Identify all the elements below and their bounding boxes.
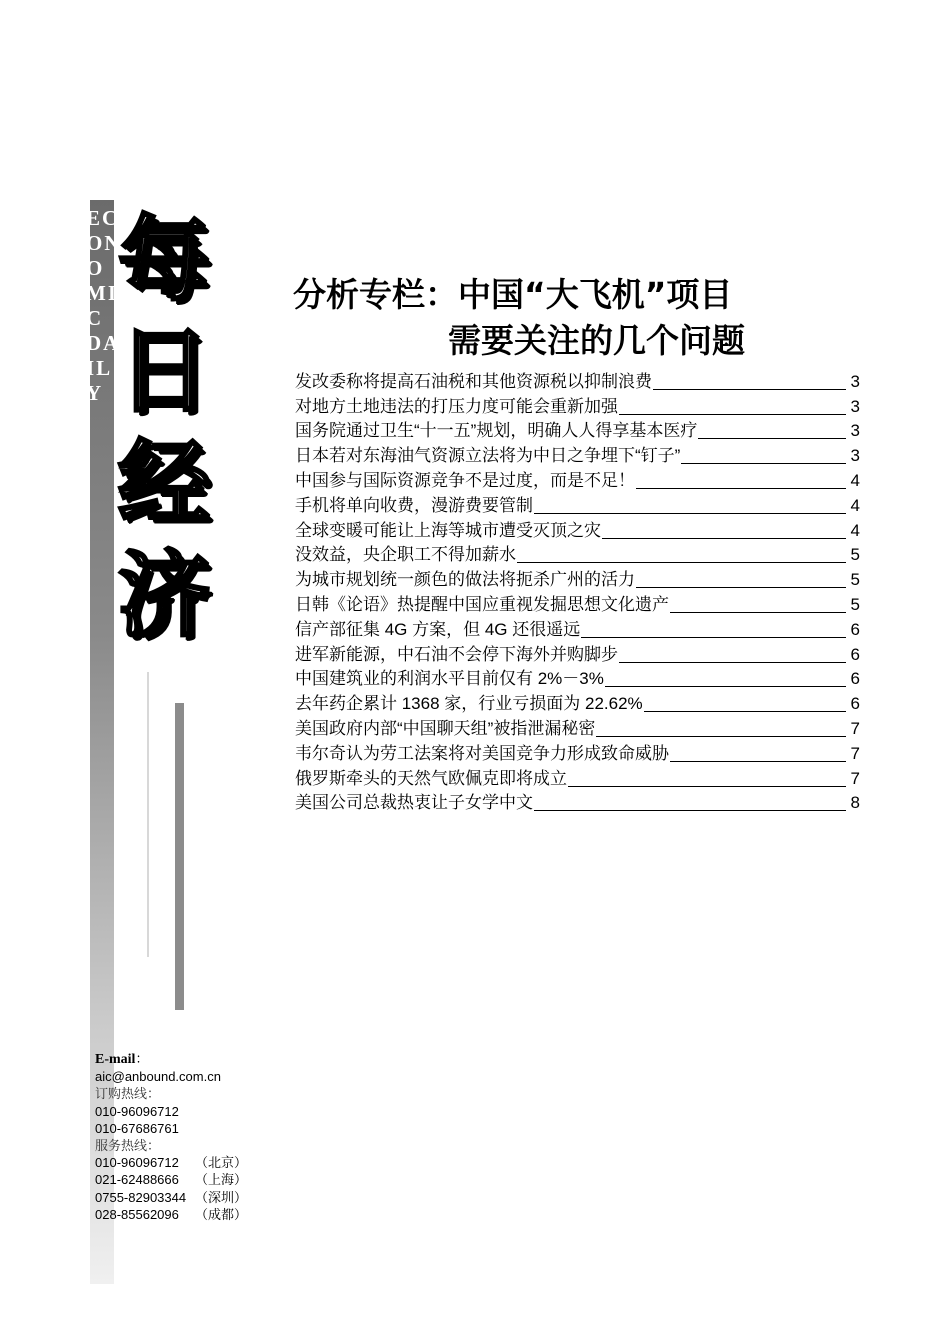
vertical-letter: ON bbox=[86, 231, 122, 255]
toc-title: 没效益，央企职工不得加薪水 bbox=[295, 545, 516, 565]
toc-title: 韦尔奇认为劳工法案将对美国竞争力形成致命威胁 bbox=[295, 743, 669, 763]
vertical-letter: DA bbox=[86, 331, 121, 355]
vertical-letter: IL bbox=[86, 356, 113, 380]
toc-entry[interactable] bbox=[295, 765, 860, 790]
order-phone: 010-67686761 bbox=[95, 1120, 179, 1136]
toc-leader-line bbox=[670, 760, 846, 762]
toc-leader-line bbox=[596, 735, 846, 737]
toc-entry[interactable] bbox=[295, 641, 860, 666]
toc-entry[interactable] bbox=[295, 418, 860, 443]
email-label: E-mail bbox=[95, 1052, 136, 1067]
toc-leader-line bbox=[636, 586, 846, 588]
toc-leader-line bbox=[619, 661, 846, 663]
toc-title: 手机将单向收费，漫游费要管制 bbox=[295, 495, 533, 515]
toc-entry[interactable] bbox=[295, 393, 860, 418]
toc-page-number: 3 bbox=[850, 421, 860, 441]
toc-leader-line bbox=[636, 487, 846, 489]
toc-page-number: 6 bbox=[850, 644, 860, 664]
toc-entry[interactable] bbox=[295, 591, 860, 616]
toc-title: 中国建筑业的利润水平目前仅有 2%－3% bbox=[295, 669, 604, 689]
toc-entry[interactable] bbox=[295, 666, 860, 691]
service-phone-row bbox=[95, 1171, 247, 1188]
toc-entry[interactable] bbox=[295, 542, 860, 567]
vertical-letter: Y bbox=[86, 381, 104, 405]
vertical-letter: MI bbox=[86, 281, 118, 305]
toc-page-number: 4 bbox=[850, 470, 860, 490]
toc-entry[interactable] bbox=[295, 616, 860, 641]
toc-leader-line bbox=[670, 611, 846, 613]
decorative-thin-line bbox=[147, 672, 149, 957]
toc-entry[interactable] bbox=[295, 715, 860, 740]
toc-page-number: 7 bbox=[850, 743, 860, 763]
headline-line-2: 需要关注的几个问题 bbox=[448, 321, 745, 360]
service-hotline-label: 服务热线： bbox=[95, 1138, 161, 1154]
toc-title: 中国参与国际资源竞争不是过度，而是不足！ bbox=[295, 470, 635, 490]
service-city: （上海） bbox=[195, 1172, 248, 1188]
service-phone-row bbox=[95, 1154, 247, 1171]
service-city: （北京） bbox=[195, 1155, 248, 1171]
toc-title: 全球变暖可能让上海等城市遭受灭顶之灾 bbox=[295, 520, 601, 540]
toc-title: 美国公司总裁热衷让子女学中文 bbox=[295, 793, 533, 813]
toc-leader-line bbox=[534, 512, 846, 514]
toc-entry[interactable] bbox=[295, 492, 860, 517]
toc-title: 日本若对东海油气资源立法将为中日之争埋下“钉子” bbox=[295, 446, 681, 466]
toc-leader-line bbox=[619, 413, 846, 415]
toc-page-number: 4 bbox=[850, 520, 860, 540]
vertical-letter: EC bbox=[86, 206, 120, 230]
toc-leader-line bbox=[581, 636, 846, 638]
toc-leader-line bbox=[605, 685, 846, 687]
toc-title: 去年药企累计 1368 家，行业亏损面为 22.62% bbox=[295, 694, 643, 714]
toc-title: 为城市规划统一颜色的做法将扼杀广州的活力 bbox=[295, 570, 635, 590]
service-phone: 028-85562096 bbox=[95, 1206, 179, 1222]
order-hotline-label: 订购热线： bbox=[95, 1086, 161, 1102]
email-colon: ： bbox=[135, 1051, 149, 1066]
toc-page-number: 3 bbox=[850, 446, 860, 466]
feature-headline bbox=[293, 272, 853, 364]
toc-title: 进军新能源，中石油不会停下海外并购脚步 bbox=[295, 644, 618, 664]
service-phone: 021-62488666 bbox=[95, 1172, 179, 1188]
toc-leader-line bbox=[681, 462, 846, 464]
toc-page-number: 6 bbox=[850, 694, 860, 714]
toc-entry[interactable] bbox=[295, 442, 860, 467]
toc-title: 日韩《论语》热提醒中国应重视发掘思想文化遗产 bbox=[295, 594, 669, 614]
toc-entry[interactable] bbox=[295, 740, 860, 765]
headline-line-1: 分析专栏：中国“大飞机”项目 bbox=[293, 275, 733, 314]
masthead-char: 日 bbox=[118, 318, 211, 425]
email-address[interactable]: aic@anbound.com.cn bbox=[95, 1069, 221, 1085]
service-phone: 010-96096712 bbox=[95, 1155, 179, 1171]
masthead-title bbox=[118, 204, 218, 652]
vertical-letter: C bbox=[86, 306, 104, 330]
toc-page-number: 7 bbox=[850, 718, 860, 738]
toc-page-number: 7 bbox=[850, 768, 860, 788]
vertical-letter: O bbox=[86, 256, 105, 280]
toc-title: 发改委称将提高石油税和其他资源税以抑制浪费 bbox=[295, 371, 652, 391]
service-phone: 0755-82903344 bbox=[95, 1189, 187, 1205]
toc-entry[interactable] bbox=[295, 467, 860, 492]
toc-leader-line bbox=[698, 437, 846, 439]
toc-leader-line bbox=[534, 809, 846, 811]
toc-title: 美国政府内部“中国聊天组”被指泄漏秘密 bbox=[295, 718, 596, 738]
toc-page-number: 3 bbox=[850, 371, 860, 391]
email-row bbox=[95, 1050, 247, 1068]
toc-entry[interactable] bbox=[295, 690, 860, 715]
toc-title: 国务院通过卫生“十一五”规划，明确人人得享基本医疗 bbox=[295, 421, 698, 441]
service-phone-row bbox=[95, 1189, 247, 1206]
toc-entry[interactable] bbox=[295, 517, 860, 542]
toc-page-number: 3 bbox=[850, 396, 860, 416]
toc-title: 信产部征集 4G 方案，但 4G 还很遥远 bbox=[295, 619, 581, 639]
toc-page-number: 8 bbox=[850, 793, 860, 813]
masthead-char: 济 bbox=[118, 542, 211, 649]
toc-page-number: 6 bbox=[850, 669, 860, 689]
decorative-gray-bar bbox=[175, 703, 184, 1010]
order-phone: 010-96096712 bbox=[95, 1103, 179, 1119]
toc-page-number: 5 bbox=[850, 594, 860, 614]
masthead-char: 经 bbox=[118, 430, 211, 537]
toc-leader-line bbox=[517, 561, 846, 563]
economic-daily-vertical-text bbox=[86, 206, 122, 406]
toc-entry[interactable] bbox=[295, 566, 860, 591]
masthead-char: 每 bbox=[118, 206, 211, 313]
toc-leader-line bbox=[568, 785, 846, 787]
toc-leader-line bbox=[602, 537, 846, 539]
toc-title: 俄罗斯牵头的天然气欧佩克即将成立 bbox=[295, 768, 567, 788]
toc-leader-line bbox=[653, 388, 846, 390]
toc-page-number: 4 bbox=[850, 495, 860, 515]
toc-entry[interactable] bbox=[295, 368, 860, 393]
toc-page-number: 6 bbox=[850, 619, 860, 639]
contact-info bbox=[95, 1050, 247, 1223]
toc-page-number: 5 bbox=[850, 570, 860, 590]
service-city: （成都） bbox=[195, 1206, 248, 1222]
toc-page-number: 5 bbox=[850, 545, 860, 565]
toc-title: 对地方土地违法的打压力度可能会重新加强 bbox=[295, 396, 618, 416]
table-of-contents bbox=[295, 368, 860, 814]
toc-leader-line bbox=[644, 710, 846, 712]
service-phone-row bbox=[95, 1206, 247, 1223]
service-city: （深圳） bbox=[195, 1189, 248, 1205]
toc-entry[interactable] bbox=[295, 790, 860, 815]
